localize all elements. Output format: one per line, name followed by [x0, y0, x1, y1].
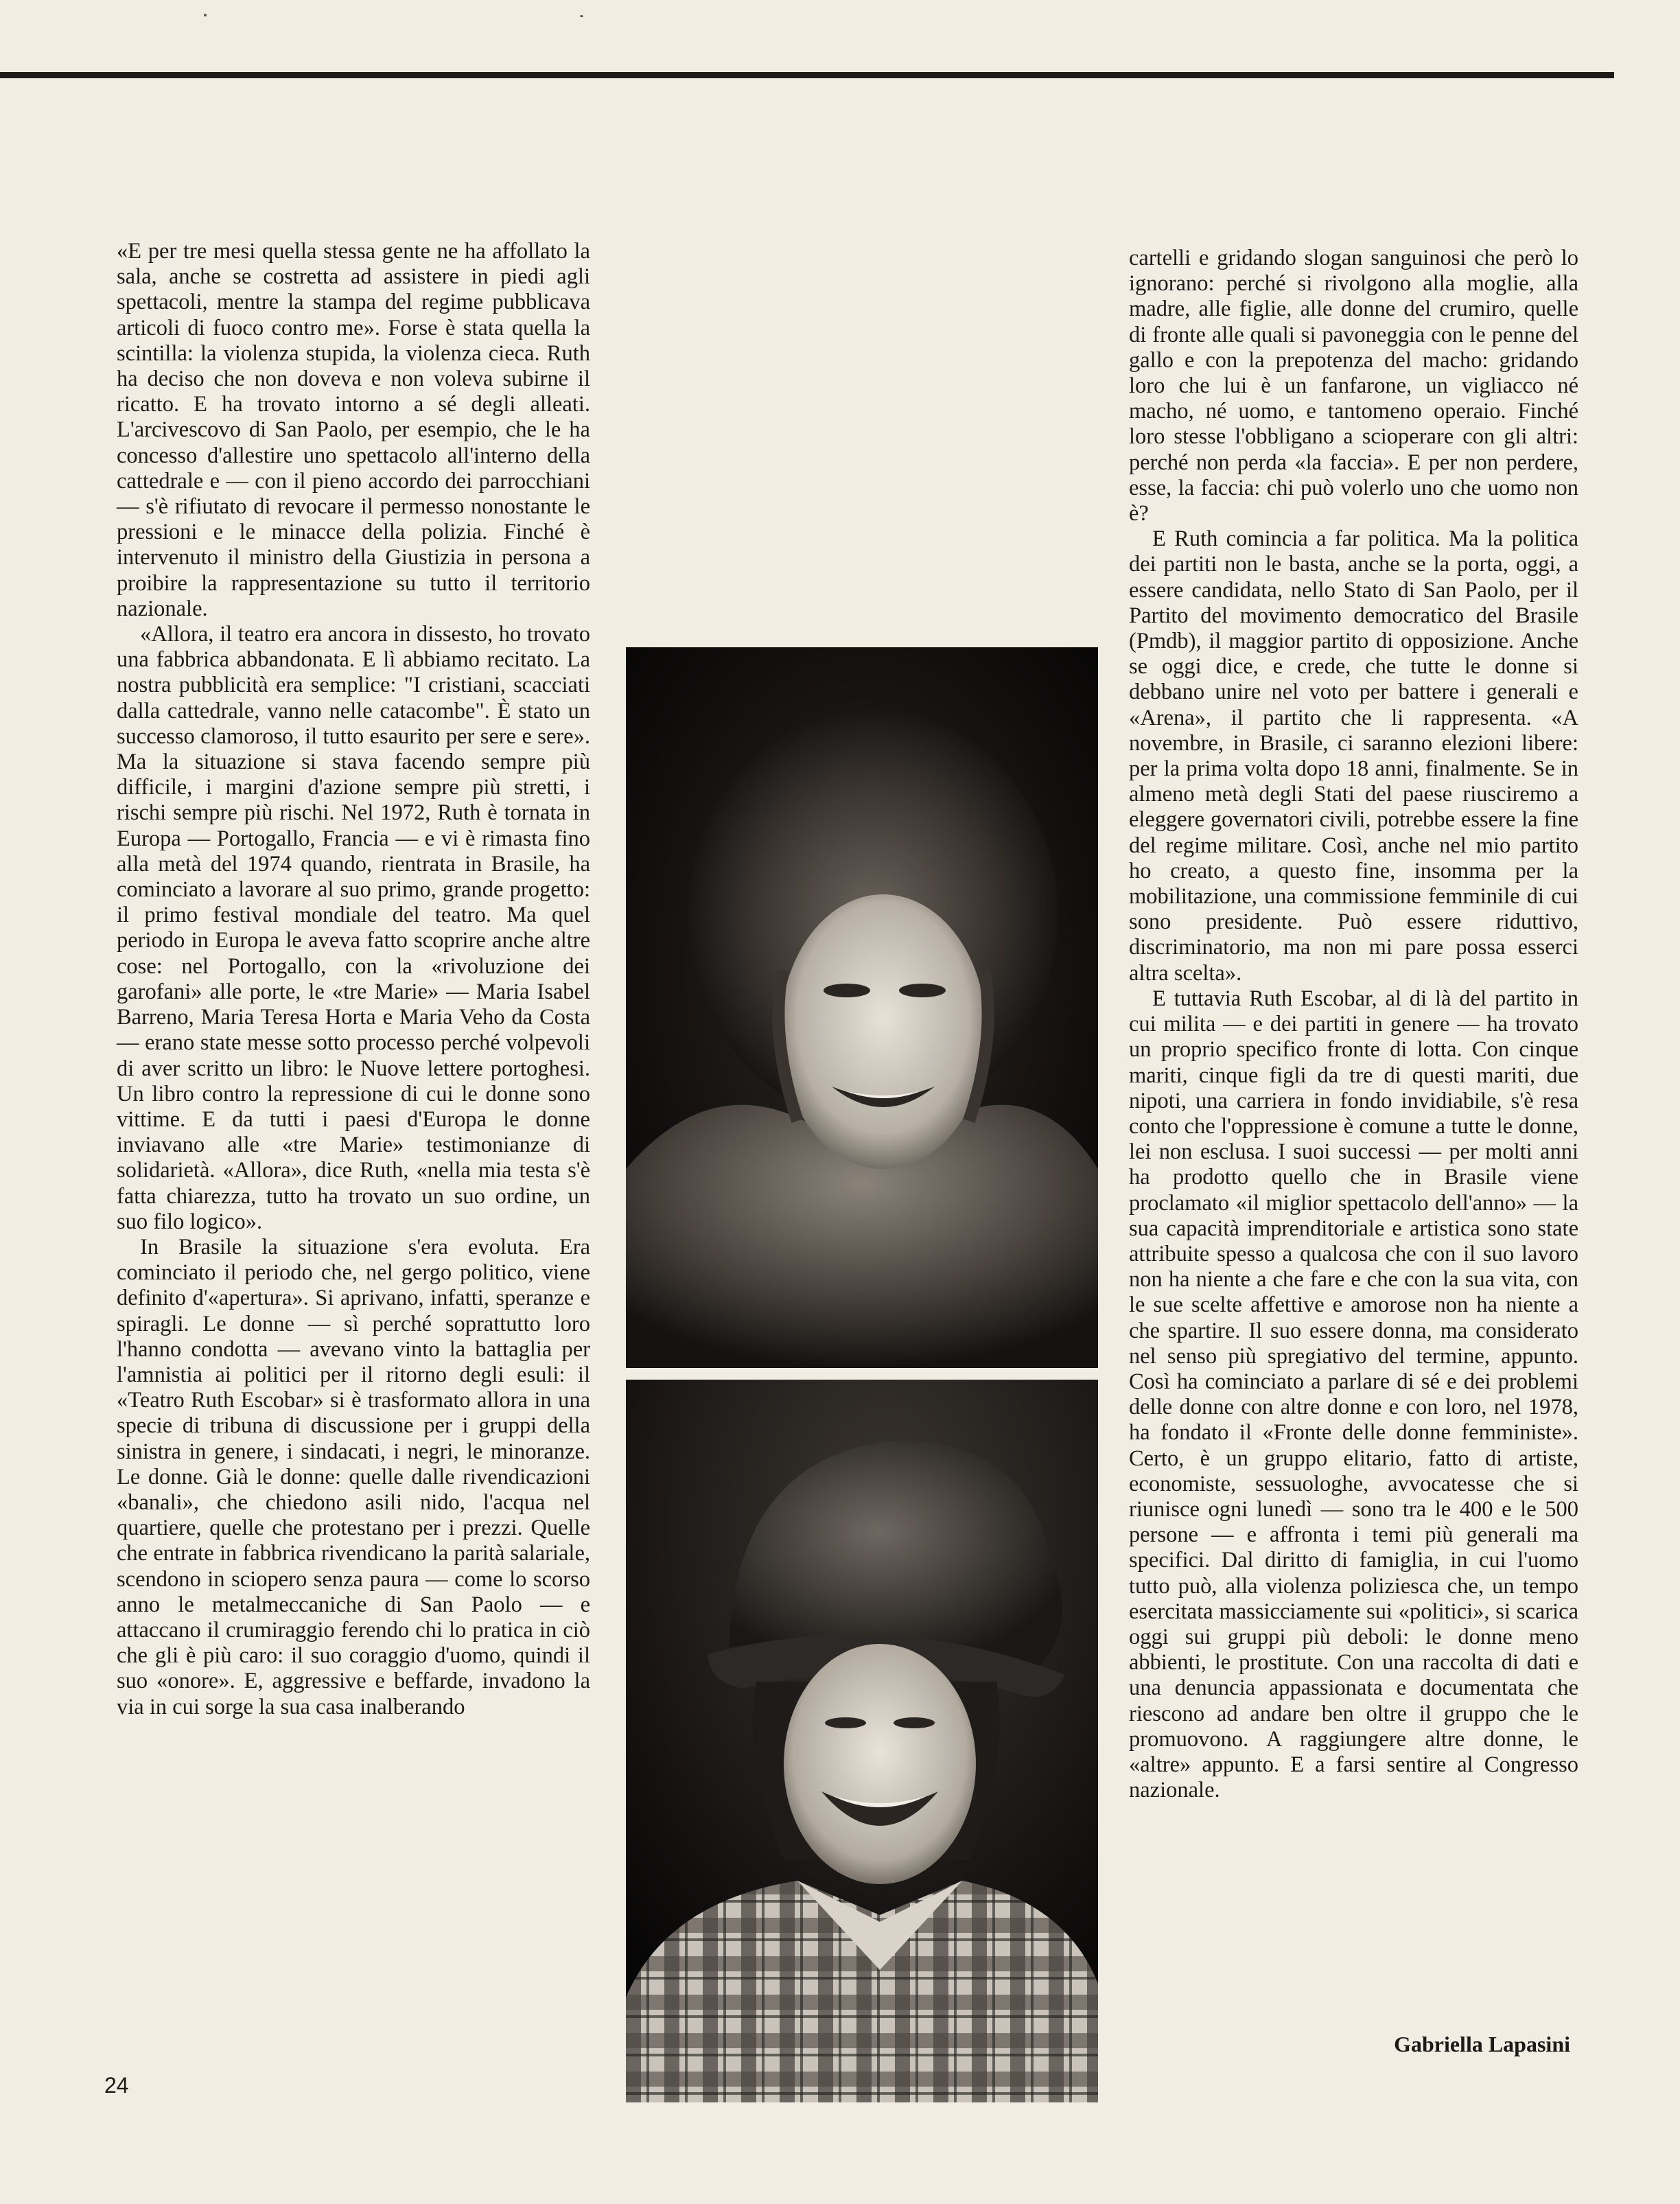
- top-rule: [0, 72, 1614, 78]
- portrait-fur-coat-image: [626, 647, 1098, 1368]
- portrait-hat-image: [626, 1380, 1098, 2102]
- article-paragraph: E Ruth comincia a far politica. Ma la politica dei partiti non le basta, anche se la porta, oggi, a essere candidata, nello Stato di San Paolo, per il Partito del movimento democratico del Brasile (Pmdb), il maggior partito di opposizione. Anche se oggi dice, e crede, che tutte le donne si debbano unire nel voto per battere i generali e «Arena», il partito che li rappresenta. «A novembre, in Brasile, ci saranno elezioni libere: per la prima volta dopo 18 anni, finalmente. Se in almeno metà degli Stati del paese riusciremo a eleggere governatori civili, potrebbe essere la fine del regime militare. Così, anche nel mio partito ho creato, a questo fine, insomma per la mobilitazione, una commissione femminile di cui sono presidente. Può essere riduttivo, discriminatorio, ma non mi pare possa esserci altra scelta».: [1129, 526, 1578, 986]
- article-paragraph: cartelli e gridando slogan sanguinosi che però lo ignorano: perché si rivolgono alla moglie, alla madre, alle figlie, alle donne del crumiro, quelle di fronte alle quali si pavoneggia con le penne del gallo e con la prepotenza del macho: gridando loro che lui è un fanfarone, un vigliacco né macho, né uomo, e tantomeno operaio. Finché loro stesse l'obbligano a scioperare con gli altri: perché non perda «la faccia». E per non perdere, esse, la faccia: chi può volerlo uno che uomo non è?: [1129, 246, 1578, 526]
- paper-speck: [580, 15, 583, 17]
- author-byline: Gabriella Lapasini: [1394, 2032, 1570, 2056]
- article-column-left: [117, 239, 590, 1720]
- portrait-photo-fur-coat: [626, 647, 1098, 1368]
- article-paragraph: E tuttavia Ruth Escobar, al di là del partito in cui milita — e dei partiti in genere — ha trovato un proprio specifico fronte di lotta. Con cinque mariti, cinque figli da tre di questi mariti, due nipoti, una carriera in fondo invidiabile, s'è resa conto che l'oppressione è comune a tutte le donne, lei non esclusa. I suoi successi — per molti anni ha prodotto quello che in Brasile viene proclamato «il miglior spettacolo dell'anno» — la sua capacità imprenditoriale e artistica sono state attribuite spesso a qualcosa che con il suo lavoro non ha niente a che fare e che con la sua vita, con le sue scelte affettive e amorose non ha niente a che spartire. Il suo essere donna, ma considerato nel senso più spregiativo del termine, appunto. Così ha cominciato a parlare di sé e dei problemi delle donne con altre donne e con loro, nel 1978, ha fondato il «Fronte delle donne femministe». Certo, è un gruppo elitario, fatto di artiste, economiste, sessuologhe, avvocatesse che si riunisce ogni lunedì — sono tra le 400 e le 500 persone — e affronta i temi più generali ma specifici. Dal diritto di famiglia, in cui l'uomo tutto può, alla violenza poliziesca che, un tempo esercitata massicciamente sui «politici», si scarica oggi sui gruppi più deboli: le donne meno abbienti, le prostitute. Con una raccolta di dati e una denuncia appassionata e documentata che riescono ad andare ben oltre il gruppo che le promuovono. A raggiungere altre donne, le «altre» appunto. E a farsi sentire al Congresso nazionale.: [1129, 986, 1578, 1803]
- page-number: 24: [104, 2073, 129, 2098]
- article-paragraph: «E per tre mesi quella stessa gente ne ha affollato la sala, anche se costretta ad assistere in piedi agli spettacoli, mentre la stampa del regime pubblicava articoli di fuoco contro me». Forse è stata quella la scintilla: la violenza stupida, la violenza cieca. Ruth ha deciso che non doveva e non voleva subirne il ricatto. E ha trovato intorno a sé degli alleati. L'arcivescovo di San Paolo, per esempio, che le ha concesso d'allestire uno spettacolo all'interno della cattedrale e — con il pieno accordo dei parrocchiani — s'è rifiutato di revocare il permesso nonostante le pressioni e le minacce della polizia. Finché è intervenuto il ministro della Giustizia in persona a proibire la rappresentazione su tutto il territorio nazionale.: [117, 239, 590, 621]
- article-paragraph: «Allora, il teatro era ancora in dissesto, ho trovato una fabbrica abbandonata. E lì abbiamo recitato. La nostra pubblicità era semplice: "I cristiani, scacciati dalla cattedrale, vanno nelle catacombe". È stato un successo clamoroso, il tutto esaurito per sere e sere». Ma la situazione si stava facendo sempre più difficile, i margini d'azione sempre più stretti, i rischi sempre più rischi. Nel 1972, Ruth è tornata in Europa — Portogallo, Francia — e vi è rimasta fino alla metà del 1974 quando, rientrata in Brasile, ha cominciato a lavorare al suo primo, grande progetto: il primo festival mondiale del teatro. Ma quel periodo in Europa le aveva fatto scoprire anche altre cose: nel Portogallo, con la «rivoluzione dei garofani» alle porte, le «tre Marie» — Maria Isabel Barreno, Maria Teresa Horta e Maria Veho da Costa — erano state messe sotto processo perché volpevoli di aver scritto un libro: le Nuove lettere portoghesi. Un libro contro la repressione di cui le donne sono vittime. E da tutti i paesi d'Europa le donne inviavano alle «tre Marie» testimonianze di solidarietà. «Allora», dice Ruth, «nella mia testa s'è fatta chiarezza, tutto ha trovato un suo ordine, un suo filo logico».: [117, 622, 590, 1234]
- article-column-right: [1129, 246, 1578, 1803]
- paper-speck: [204, 14, 207, 16]
- portrait-photo-hat: [626, 1380, 1098, 2102]
- article-paragraph: In Brasile la situazione s'era evoluta. Era cominciato il periodo che, nel gergo politico, viene definito d'«apertura». Si aprivano, infatti, speranze e spiragli. Le donne — sì perché soprattutto loro l'hanno condotta — avevano vinto la battaglia per l'amnistia ai politici per il ritorno degli esuli: il «Teatro Ruth Escobar» si è trasformato allora in una specie di tribuna di discussione per i gruppi della sinistra in genere, i sindacati, i negri, le minoranze. Le donne. Già le donne: quelle dalle rivendicazioni «banali», che chiedono asili nido, l'acqua nel quartiere, quelle che protestano per i prezzi. Quelle che entrate in fabbrica rivendicano la parità salariale, scendono in sciopero senza paura — come lo scorso anno le metalmeccaniche di San Paolo — e attaccano il crumiraggio ferendo chi lo pratica in ciò che gli è più caro: il suo coraggio d'uomo, quindi il suo «onore». E, aggressive e beffarde, invadono la via in cui sorge la sua casa inalberando: [117, 1234, 590, 1719]
